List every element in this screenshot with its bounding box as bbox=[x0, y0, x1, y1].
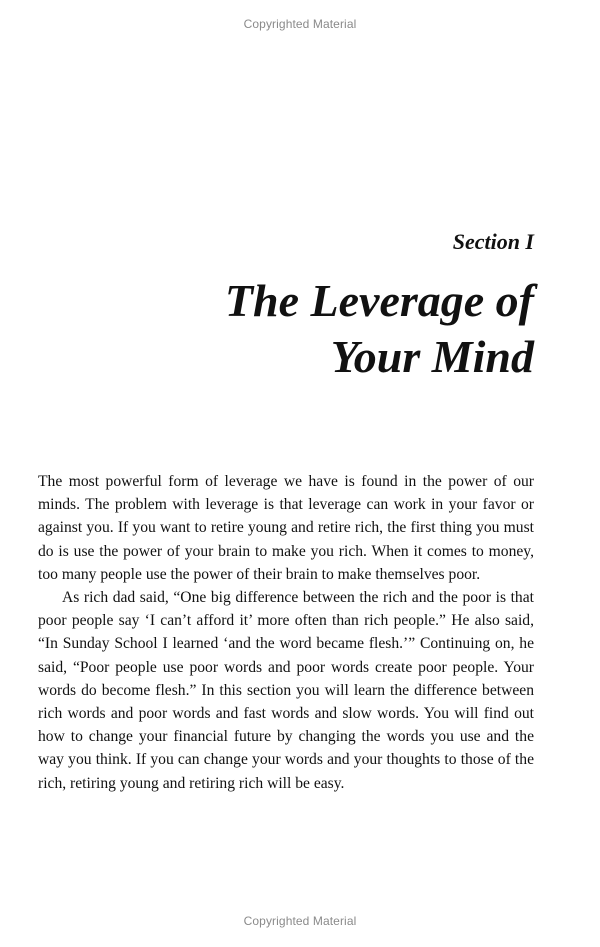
body-text bbox=[38, 470, 534, 795]
paragraph-2: As rich dad said, “One big difference between the rich and the poor is that poor people say ‘I can’t afford it’ more often than rich people.” He also said, “In Sunday School I learned ‘and the word became flesh.’” Continuing on, he said, “Poor people use poor words and poor words create poor people. Your words do become flesh.” In this section you will learn the difference between rich words and poor words and fast words and slow words. You will find out how to change your financial future by changing the words you use and the way you think. If you can change your words and your thoughts to those of the rich, retiring young and retiring rich will be easy. bbox=[38, 589, 534, 792]
section-label: Section I bbox=[452, 229, 534, 254]
copyright-watermark-bottom: Copyrighted Material bbox=[243, 914, 357, 928]
copyright-watermark-top: Copyrighted Material bbox=[243, 17, 357, 31]
paragraph-1: The most powerful form of leverage we have is found in the power of our minds. The problem with leverage is that leverage can work in your favor or against you. If you want to retire young and retire rich, the first thing you must do is use the power of your brain to make you rich. When it comes to money, too many people use the power of their brain to make themselves poor. bbox=[38, 473, 534, 583]
section-title bbox=[114, 273, 534, 385]
section-title-line-1: The Leverage of bbox=[224, 275, 534, 326]
section-title-line-2: Your Mind bbox=[330, 331, 534, 382]
